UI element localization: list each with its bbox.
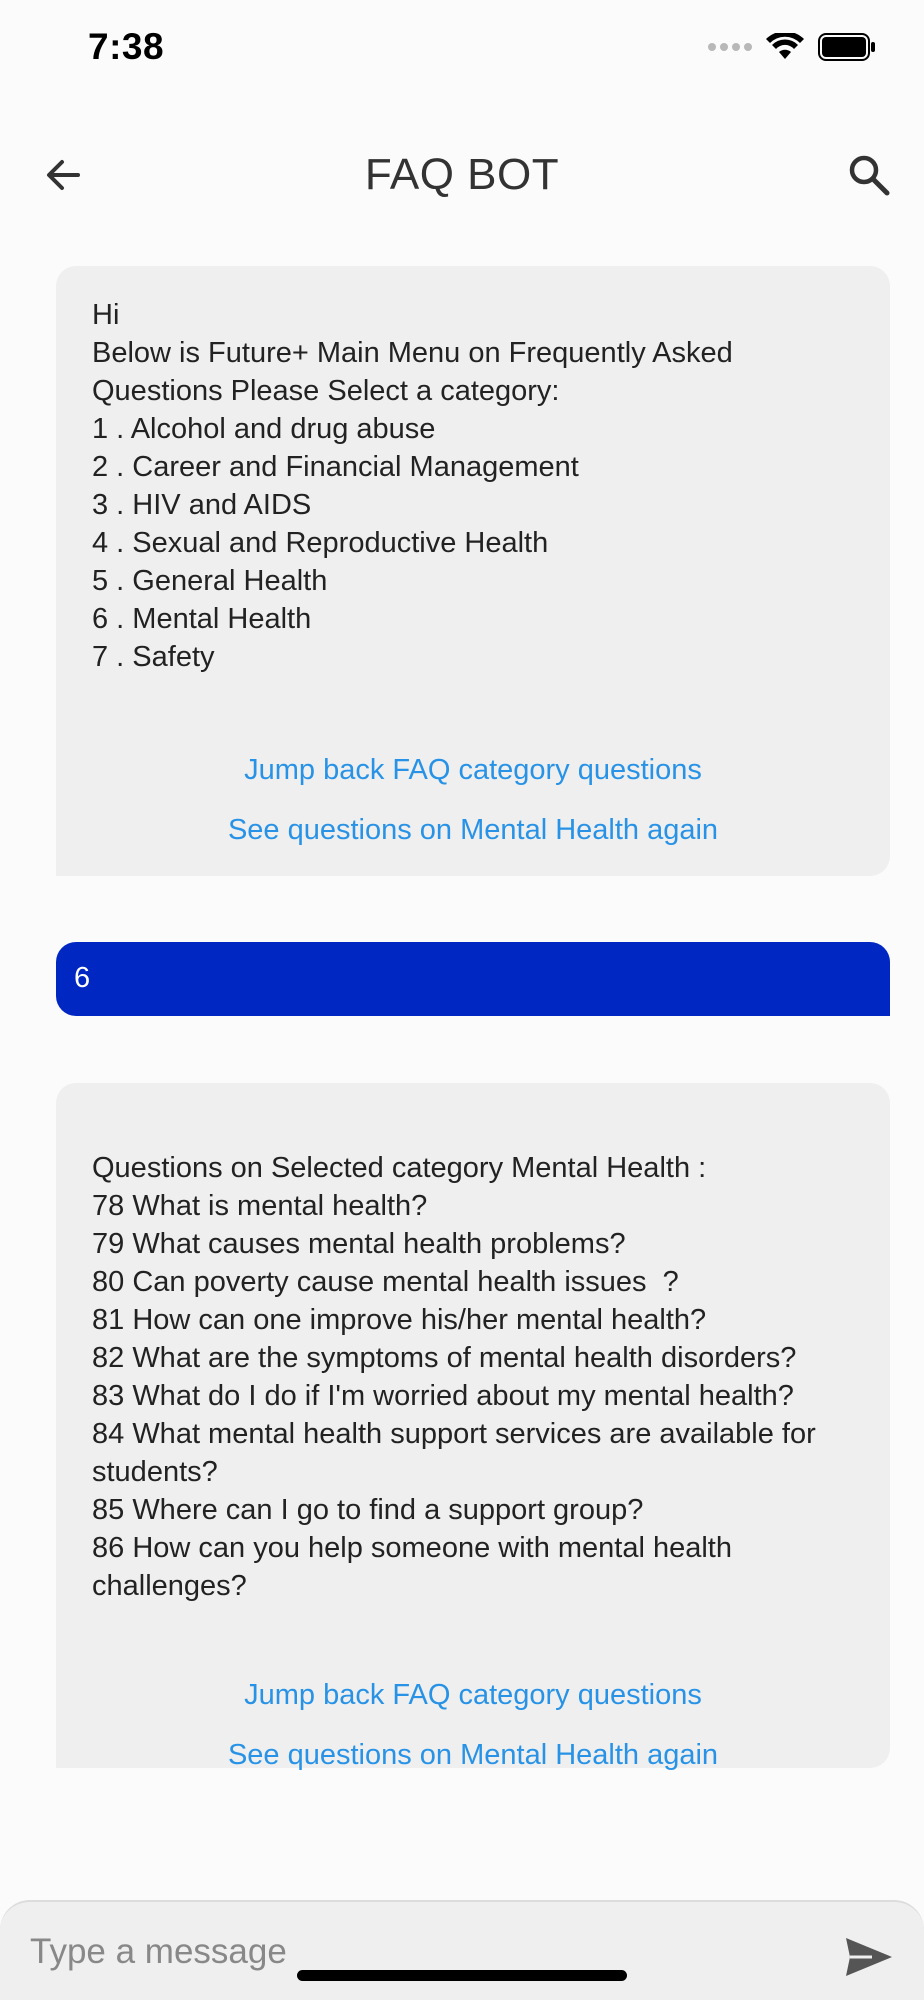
bot-message-links [92, 1665, 854, 1785]
wifi-icon [766, 33, 804, 61]
status-icons [708, 33, 876, 61]
user-message-text: 6 [74, 962, 91, 994]
home-indicator [297, 1970, 627, 1981]
jump-back-faq-link[interactable]: Jump back FAQ category questions [244, 1679, 702, 1711]
bot-message [56, 266, 890, 876]
message-composer [0, 1900, 924, 2000]
jump-back-faq-link[interactable]: Jump back FAQ category questions [244, 754, 702, 786]
message-input[interactable]: Type a message [30, 1932, 287, 1971]
see-mental-health-again-link[interactable]: See questions on Mental Health again [227, 814, 719, 846]
see-mental-health-again-link[interactable]: See questions on Mental Health again [227, 1739, 719, 1771]
bot-message-text: Questions on Selected category Mental Health : 78 What is mental health? 79 What causes mental health problems? 80 Can poverty cause mental health issues ? 81 How can one improve his/her mental health? 82 What are the symptoms of mental health disorders? 83 What do I do if I'm worried about my mental health? 84 What mental health support services are available for students? 85 Where can I go to find a support group? 86 How can you help someone with mental health challenges? [92, 1152, 816, 1602]
signal-icon [708, 43, 752, 51]
page-title: FAQ BOT [364, 150, 560, 199]
send-icon [842, 1930, 896, 1984]
status-bar [0, 0, 924, 100]
bot-message-text: Hi Below is Future+ Main Menu on Frequently Asked Questions Please Select a category: 1 . Alcohol and drug abuse 2 . Career and Financial Management 3 . HIV and AIDS 4 . Sexual and Reproductive Health 5 . General Health 6 . Mental Health 7 . Safety [92, 299, 733, 673]
app-header [0, 120, 924, 230]
bot-message [56, 1083, 890, 1771]
search-icon [847, 153, 891, 197]
battery-icon [818, 33, 876, 61]
status-time: 7:38 [88, 26, 165, 67]
send-button[interactable] [842, 1930, 896, 1984]
user-message [56, 942, 890, 1016]
search-button[interactable] [844, 150, 894, 200]
bot-message-links [92, 740, 854, 860]
